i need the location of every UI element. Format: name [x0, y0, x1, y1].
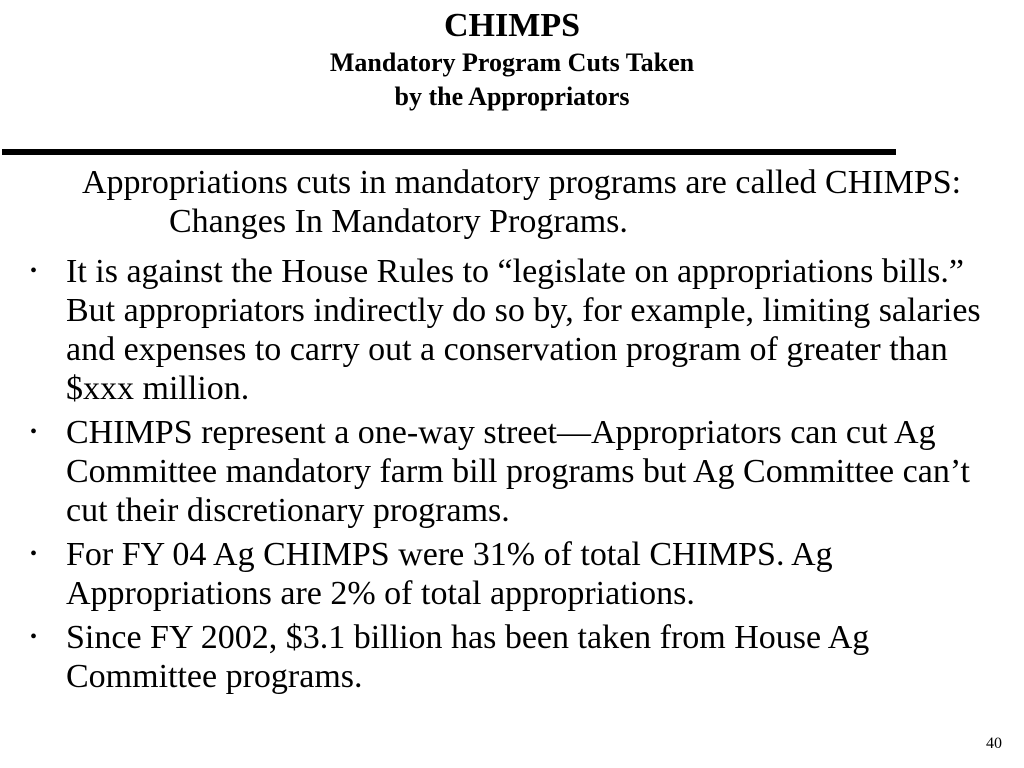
bullet-text: It is against the House Rules to “legislate on appropriations bills.” But appropriators indirectly do so by, for example, limiting salaries and expenses to carry out a conservation program of greater than $xxx million. — [66, 253, 981, 407]
bullet-text: Since FY 2002, $3.1 billion has been taken from House Ag Committee programs. — [66, 619, 870, 695]
page-number: 40 — [986, 735, 1002, 752]
bullet-dot-icon: • — [30, 543, 38, 565]
intro-paragraph: Appropriations cuts in mandatory programs are called CHIMPS: Changes In Mandatory Programs. — [82, 164, 962, 240]
bullet-text: CHIMPS represent a one-way street—Appropriators can cut Ag Committee mandatory farm bill programs but Ag Committee can’t cut their discretionary programs. — [66, 414, 970, 529]
slide-title-block — [0, 6, 1024, 114]
bullet-dot-icon: • — [30, 421, 38, 443]
bullet-text: For FY 04 Ag CHIMPS were 31% of total CHIMPS. Ag Appropriations are 2% of total appropriations. — [66, 536, 833, 612]
bullet-list — [0, 252, 1000, 701]
slide-title: CHIMPS — [444, 7, 580, 44]
slide-subtitle-line-2: by the Appropriators — [394, 82, 630, 111]
bullet-item — [0, 252, 1000, 408]
bullet-dot-icon: • — [30, 626, 38, 648]
bullet-item — [0, 618, 1000, 696]
bullet-item — [0, 413, 1000, 530]
bullet-item — [0, 535, 1000, 613]
bullet-dot-icon: • — [30, 260, 38, 282]
slide-subtitle-line-1: Mandatory Program Cuts Taken — [329, 48, 695, 77]
title-divider — [2, 149, 896, 155]
